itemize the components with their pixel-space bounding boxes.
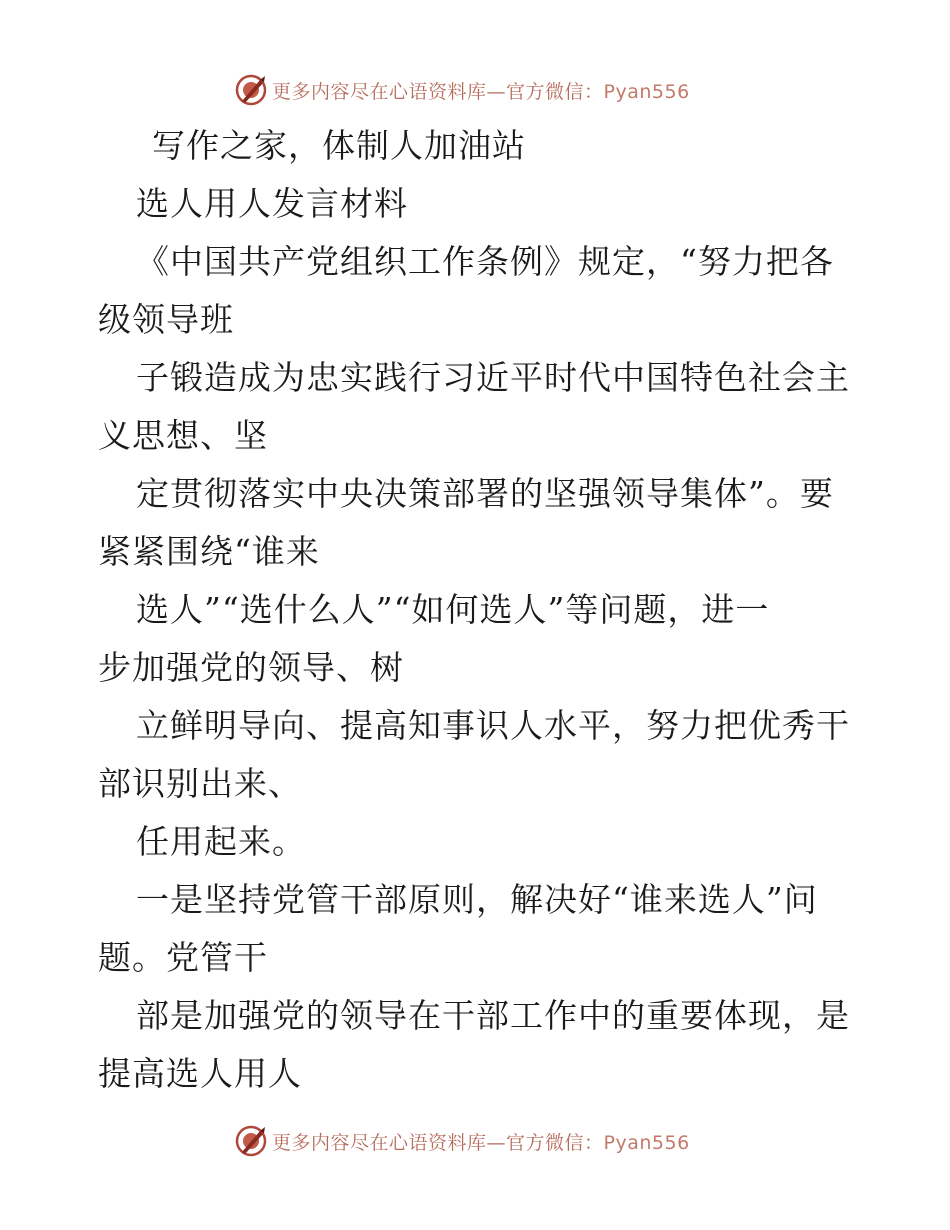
header-banner-label: 更多内容尽在心语资料库—官方微信： (272, 80, 604, 103)
pen-logo-icon (234, 1124, 268, 1158)
doc-line-2: 选人用人发言材料 (136, 184, 408, 223)
pen-logo-icon (234, 73, 268, 107)
footer-banner-label: 更多内容尽在心语资料库—官方微信： (272, 1131, 604, 1154)
footer-banner-text (272, 1128, 690, 1155)
doc-line-11: 立鲜明导向、提高知事识人水平，努力把优秀干 (136, 706, 850, 745)
doc-line-14: 一是坚持党管干部原则，解决好“谁来选人”问 (136, 880, 818, 919)
doc-line-9: 选人”“选什么人”“如何选人”等问题，进一 (136, 590, 770, 629)
document-body (98, 117, 858, 1103)
doc-line-3: 《中国共产党组织工作条例》规定，“努力把各 (136, 242, 834, 281)
header-banner (234, 72, 690, 108)
header-banner-text (272, 77, 690, 104)
doc-line-8: 紧紧围绕“谁来 (98, 532, 320, 571)
doc-line-10: 步加强党的领导、树 (98, 648, 404, 687)
doc-line-7: 定贯彻落实中央决策部署的坚强领导集体”。要 (136, 474, 834, 513)
footer-banner (234, 1123, 690, 1159)
doc-line-5: 子锻造成为忠实践行习近平时代中国特色社会主 (136, 358, 850, 397)
doc-line-6: 义思想、坚 (98, 416, 268, 455)
doc-line-4: 级领导班 (98, 300, 234, 339)
doc-line-12: 部识别出来、 (98, 764, 302, 803)
doc-line-13: 任用起来。 (136, 822, 306, 861)
doc-line-17: 提高选人用人 (98, 1054, 302, 1093)
footer-wechat-id: Pyan556 (603, 1131, 690, 1154)
header-wechat-id: Pyan556 (603, 80, 690, 103)
doc-line-1: 写作之家，体制人加油站 (152, 126, 526, 165)
doc-line-15: 题。党管干 (98, 938, 268, 977)
doc-line-16: 部是加强党的领导在干部工作中的重要体现，是 (136, 996, 850, 1035)
